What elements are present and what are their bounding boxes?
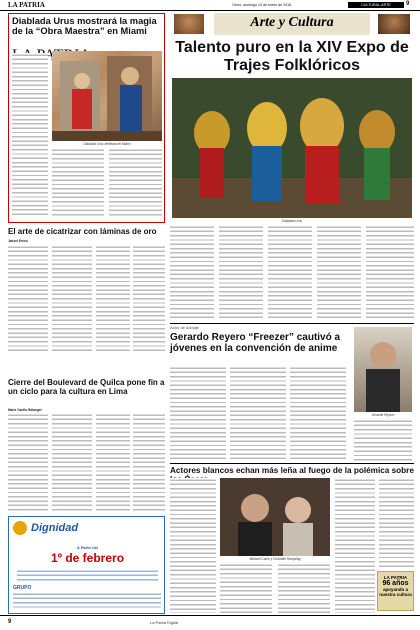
story1-caption: Diablada Urus deleitará en Miami: [83, 142, 131, 146]
story1-photo-illustration: [52, 51, 162, 141]
masthead: [0, 0, 420, 11]
right-story3-photo: [220, 478, 330, 556]
right-story2-text-col1: [170, 366, 226, 461]
banner-title: Arte y Cultura: [250, 15, 334, 30]
story3-byline: Marie Cariño Bélanger: [8, 408, 42, 412]
ad-headline: 1º de febrero: [50, 551, 125, 565]
story2-text-col4: [133, 245, 165, 353]
story3-text-col2: [52, 413, 92, 513]
footer-page: 9: [8, 619, 12, 625]
right-story3-title: Actores blancos echan más leña al fuego de la polémica sobre: [170, 466, 414, 475]
story1-photo: [52, 51, 162, 141]
masthead-dateline: Oruro, domingo 24 de enero de 2016: [232, 3, 292, 7]
ad-footer: GRUPO: [13, 585, 32, 591]
masthead-section: CULTURAL-ARTE: [348, 2, 404, 8]
ad-text-block: [17, 569, 158, 581]
right-story2-title: Gerardo Reyero “Freezer” cautivó a jóvenes en la convención de anime: [170, 332, 341, 354]
main-photo-illustration: [172, 78, 412, 218]
promo-line1: LA PATRIA: [383, 575, 408, 580]
main-text-col1: [170, 225, 214, 320]
right-story2-text-col3: [290, 366, 346, 461]
right-story2-kicker: Actor de doblaje: [170, 325, 199, 330]
story3-text-col3: [96, 413, 130, 513]
main-text-col5: [366, 225, 414, 320]
story1-text-col2: [52, 148, 104, 218]
right-story3-text-col1: [170, 478, 216, 613]
ad-footer-text: [13, 592, 161, 608]
arte-cultura-banner: [170, 13, 414, 35]
section-divider-2: [170, 463, 414, 464]
section-divider: [170, 323, 414, 324]
story1-title: Diablada Urus mostrará la magia de la “Obra Maestra” en Miami: [12, 16, 157, 36]
ad-brand: Dignidad: [31, 522, 79, 534]
left-column: [8, 13, 165, 613]
main-photo-caption: Diablada Urus: [281, 219, 303, 223]
right-story2-text-col4: [354, 419, 412, 461]
main-text-col4: [317, 225, 361, 320]
promo-line2: 96 años: [382, 580, 409, 587]
story2-title: El arte de cicatrizar con láminas de oro: [8, 227, 157, 236]
right-story2-caption: Gerardo Reyero: [371, 413, 395, 417]
right-story3-caption: Michael Caine y Charlotte Rampling: [249, 557, 301, 561]
main-headline: Talento puro en la XIV Expo de Trajes Folklóricos: [175, 39, 409, 74]
ad-sub: A Partir del: [76, 545, 99, 550]
main-text-col3: [268, 225, 312, 320]
right-story3-text-col2: [220, 563, 272, 613]
right-area: [170, 13, 414, 613]
right-story3-text-col3: [278, 563, 330, 613]
promo-line3: apoyando a: [382, 587, 408, 592]
story2-text-col3: [96, 245, 130, 353]
story3-title: Cierre del Boulevard de Quilca pone fin a un ciclo para la cultura en Lima: [8, 378, 165, 396]
promo-line4: nuestra cultura: [379, 592, 412, 597]
ad-logo-icon: [13, 521, 27, 535]
story2-byline: Jairzel Eréso: [8, 239, 28, 243]
ad-box: [8, 516, 165, 614]
footer-center: La Patria Digital: [150, 620, 179, 625]
right-story2-photo-illustration: [354, 327, 412, 412]
story3-text-col4: [133, 413, 165, 513]
main-text-col2: [219, 225, 263, 320]
right-story2-photo: [354, 327, 412, 412]
right-story3-text-col5: [379, 478, 414, 568]
masthead-logo: LA PATRIA: [8, 1, 45, 9]
right-story3-text-col4: [335, 478, 375, 613]
promo-box: [377, 571, 414, 611]
footer: [0, 615, 420, 630]
story2-text-col2: [52, 245, 92, 353]
story2-text-col1: [8, 245, 48, 353]
masthead-page: 9: [406, 1, 410, 7]
story1-text-col1: [12, 53, 48, 218]
story3-text-col1: [8, 413, 48, 513]
right-story2-text-col2: [230, 366, 286, 461]
right-story3-photo-illustration: [220, 478, 330, 556]
story1-text-col3: [109, 148, 162, 218]
main-photo: [172, 78, 412, 218]
